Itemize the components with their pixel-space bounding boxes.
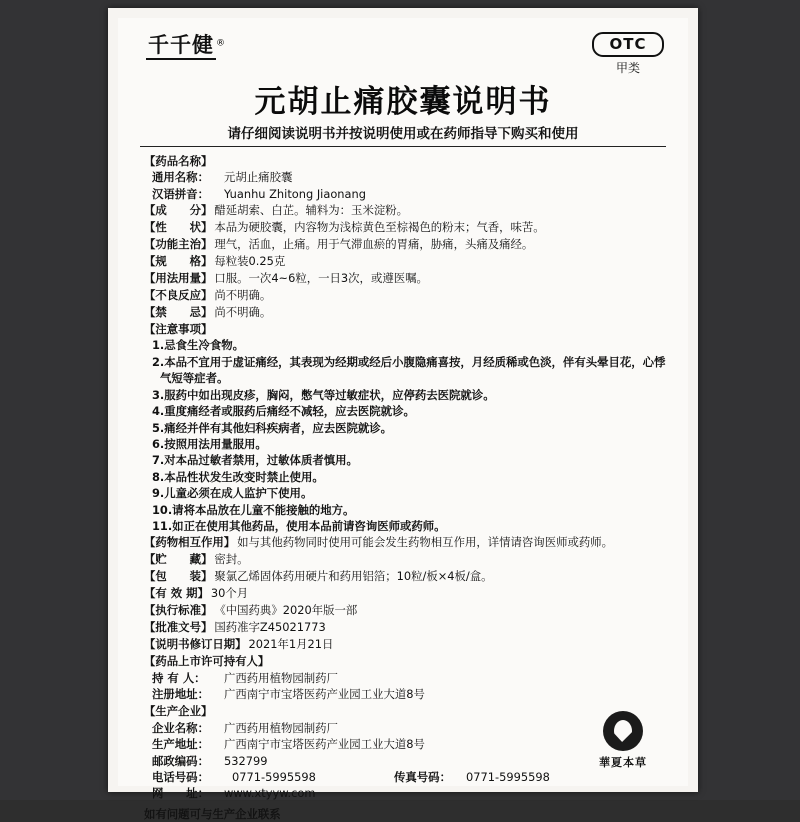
contraindications-label: 【禁 忌】 [144,304,213,319]
otc-badge [592,32,664,76]
page-title: 元胡止痛胶囊说明书 [254,84,552,120]
generic-name-row [144,169,670,185]
section-mah-heading: 【药品上市许可持有人】 [144,654,270,669]
manufacturer-logo-text: 華夏本草 [599,756,647,769]
dosage-value: 口服。一次4~6粒，一日3次，或遵医嘱。 [214,270,428,285]
storage-row [144,551,670,567]
indications-row [144,236,670,252]
package-row [144,568,670,584]
list-item: 2.本品不宜用于虚证痛经，其表现为经期或经后小腹隐痛喜按，月经质稀或色淡，伴有头晕目花，心悸气短等症者。 [152,354,666,386]
company-name-value: 广西药用植物园制药厂 [224,720,338,735]
generic-name-label: 通用名称： [152,170,209,185]
list-item: 7.对本品过敏者禁用，过敏体质者慎用。 [152,453,358,468]
storage-label: 【贮 藏】 [144,552,213,567]
holder-row [144,670,670,686]
revision-date-label: 【说明书修订日期】 [144,636,247,651]
list-item: 4.重度痛经者或服药后痛经不减轻，应去医院就诊。 [152,404,415,419]
production-address-value: 广西南宁市宝塔医药产业园工业大道8号 [224,737,425,752]
list-item: 8.本品性状发生改变时禁止使用。 [152,469,324,484]
package-value: 聚氯乙烯固体药用硬片和药用铝箔；10粒/板×4板/盒。 [214,569,493,584]
page-subtitle: 请仔细阅读说明书并按说明使用或在药师指导下购买和使用 [227,126,579,142]
ingredients-row [144,202,670,218]
otc-category-label: 甲类 [615,61,640,75]
ingredients-value: 醋延胡索、白芷。辅料为：玉米淀粉。 [214,203,409,218]
approval-number-row [144,619,670,635]
standard-row [144,602,670,618]
specification-value: 每粒装0.25克 [214,253,286,268]
dosage-row [144,270,670,286]
properties-label: 【性 状】 [144,220,213,235]
drug-interaction-label: 【药物相互作用】 [144,535,236,550]
list-item: 3.服药中如出现皮疹，胸闷，憋气等过敏症状，应停药去医院就诊。 [152,387,495,402]
generic-name-value: 元胡止痛胶囊 [224,170,293,185]
registered-address-row [144,686,670,702]
validity-value: 30个月 [210,586,249,601]
registered-address-value: 广西南宁市宝塔医药产业园工业大道8号 [224,687,425,701]
contact-row [144,769,670,785]
revision-date-value: 2021年1月21日 [248,636,334,651]
header-divider [140,146,666,147]
adverse-reactions-value: 尚不明确。 [214,287,272,302]
fax-label: 传真号码： [394,770,451,785]
otc-badge-text: OTC [592,32,664,57]
website-value[interactable]: www.xtyyw.com [224,786,316,801]
drug-interaction-row [144,534,670,550]
postcode-label: 邮政编码： [152,753,209,768]
dosage-label: 【用法用量】 [144,270,213,285]
contraindications-value: 尚不明确。 [214,304,272,319]
phone-cell [144,769,394,785]
list-item: 6.按照用法用量服用。 [152,436,267,451]
company-name-label: 企业名称： [152,720,209,735]
holder-value: 广西药用植物园制药厂 [224,670,338,685]
phone-label: 电话号码： [152,770,209,785]
properties-value: 本品为硬胶囊，内容物为浅棕黄色至棕褐色的粉末；气香，味苦。 [214,220,545,235]
storage-value: 密封。 [214,552,249,567]
adverse-reactions-label: 【不良反应】 [144,287,213,302]
approval-number-label: 【批准文号】 [144,619,213,634]
leaflet-content-area [118,18,688,821]
pinyin-row [144,186,670,202]
fax-value: 0771-5995598 [466,770,550,785]
postcode-value: 532799 [224,753,268,768]
ingredients-label: 【成 分】 [144,203,213,218]
indications-value: 理气，活血，止痛。用于气滞血瘀的胃痛，胁痛，头痛及痛经。 [214,237,534,252]
list-item: 5.痛经并伴有其他妇科疾病者，应去医院就诊。 [152,420,393,435]
holder-label: 持 有 人： [152,670,206,685]
fax-cell [394,769,670,785]
contact-footnote: 如有问题可与生产企业联系 [144,806,281,821]
section-manufacturer-heading: 【生产企业】 [144,704,213,719]
standard-value: 《中国药典》2020年版一部 [214,602,358,617]
list-item: 11.如正在使用其他药品，使用本品前请咨询医师或药师。 [152,518,446,533]
phone-value: 0771-5995598 [232,770,316,785]
contraindications-row [144,304,670,320]
specification-label: 【规 格】 [144,253,213,268]
manufacturer-logo [584,711,662,770]
production-address-label: 生产地址： [152,737,209,752]
pinyin-value: Yuanhu Zhitong Jiaonang [224,186,366,201]
brand-logo [146,34,276,72]
pinyin-label: 汉语拼音： [152,186,209,201]
medicine-leaflet-sheet [108,8,698,821]
registered-address-label: 注册地址： [152,687,209,701]
package-label: 【包 装】 [144,569,213,584]
website-row [144,785,670,801]
list-item: 9.儿童必须在成人监护下使用。 [152,486,313,501]
brand-logo-text: 千千健 [146,34,216,60]
validity-label: 【有 效 期】 [144,586,209,601]
leaf-circle-icon [603,711,643,751]
properties-row [144,219,670,235]
revision-date-row [144,636,670,652]
section-notice-heading: 【注意事项】 [144,322,213,337]
approval-number-value: 国药准字Z45021773 [214,619,326,634]
list-item: 1.忌食生冷食物。 [152,338,244,353]
standard-label: 【执行标准】 [144,602,213,617]
validity-row [144,585,670,601]
registered-mark-icon: ® [216,38,225,49]
website-label: 网 址： [152,786,209,801]
adverse-reactions-row [144,287,670,303]
specification-row [144,253,670,269]
drug-interaction-value: 如与其他药物同时使用可能会发生药物相互作用，详情请咨询医师或药师。 [237,535,614,550]
indications-label: 【功能主治】 [144,237,213,252]
list-item: 10.请将本品放在儿童不能接触的地方。 [152,502,355,517]
section-drug-name-heading: 【药品名称】 [144,154,213,168]
